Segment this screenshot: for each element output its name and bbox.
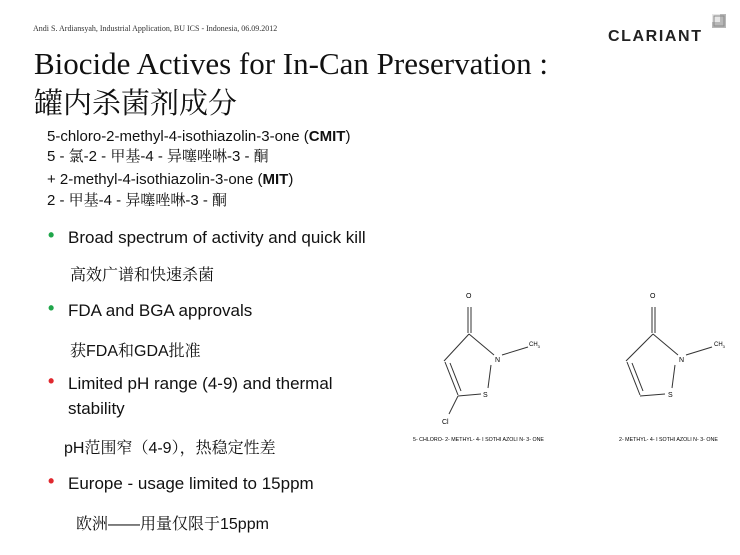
mit-structure-diagram (610, 285, 735, 445)
logo-mark-icon (712, 14, 726, 28)
nitrogen-label: N (679, 357, 685, 364)
bullet-text: Broad spectrum of activity and quick kill (68, 228, 366, 247)
methyl-label: $CH_3$ (714, 342, 725, 349)
bullet-text: Europe - usage limited to 15ppm (68, 474, 314, 493)
cmit-caption: 5- CHLORO- 2- METHYL- 4- I SOTHI AZOLI N- 3- ONE (413, 437, 544, 443)
mit-name: + 2-methyl-4-isothiazolin-3-one (MIT) (47, 171, 294, 188)
oxygen-label: O (650, 293, 656, 300)
cmit-structure-diagram (408, 285, 568, 445)
bullet-subtext: pH范围窄（4-9），热稳定性差 (64, 440, 276, 457)
bullet-dot: • (48, 471, 55, 491)
bullet-subtext: 高效广谱和快速杀菌 (70, 267, 215, 284)
bullet-dot: • (48, 225, 55, 245)
clariant-logo (608, 14, 728, 46)
mit-caption: 2- METHYL- 4- I SOTHI AZOLI N- 3- ONE (619, 437, 718, 443)
methyl-label: $CH_3$ (529, 342, 540, 349)
cmit-name: 5-chloro-2-methyl-4-isothiazolin-3-one (CMIT) (47, 128, 351, 145)
sulfur-label: S (483, 392, 488, 399)
mit-name-chinese: 2 - 甲基-4 - 异噻唑啉-3 - 酮 (47, 192, 228, 209)
bullet-text-continued: stability (68, 399, 125, 418)
cmit-name-chinese: 5 - 氯-2 - 甲基-4 - 异噻唑啉-3 - 酮 (47, 148, 269, 165)
logo-text: CLARIANT (608, 28, 703, 45)
oxygen-label: O (466, 293, 472, 300)
bullet-dot: • (48, 298, 55, 318)
chlorine-label: Cl (442, 419, 449, 426)
nitrogen-label: N (495, 357, 501, 364)
bullet-subtext: 获FDA和GDA批准 (70, 343, 201, 360)
slide-title-chinese: 罐内杀菌剂成分 (34, 88, 238, 120)
bullet-text: FDA and BGA approvals (68, 301, 253, 320)
sulfur-label: S (668, 392, 673, 399)
slide-title: Biocide Actives for In-Can Preservation : (34, 46, 548, 81)
bullet-text: Limited pH range (4-9) and thermal (68, 374, 333, 393)
bullet-subtext: 欧洲——用量仅限于15ppm (76, 516, 269, 533)
header-note: Andi S. Ardiansyah, Industrial Application, BU ICS - Indonesia, 06.09.2012 (33, 24, 278, 33)
bullet-dot: • (48, 371, 55, 391)
